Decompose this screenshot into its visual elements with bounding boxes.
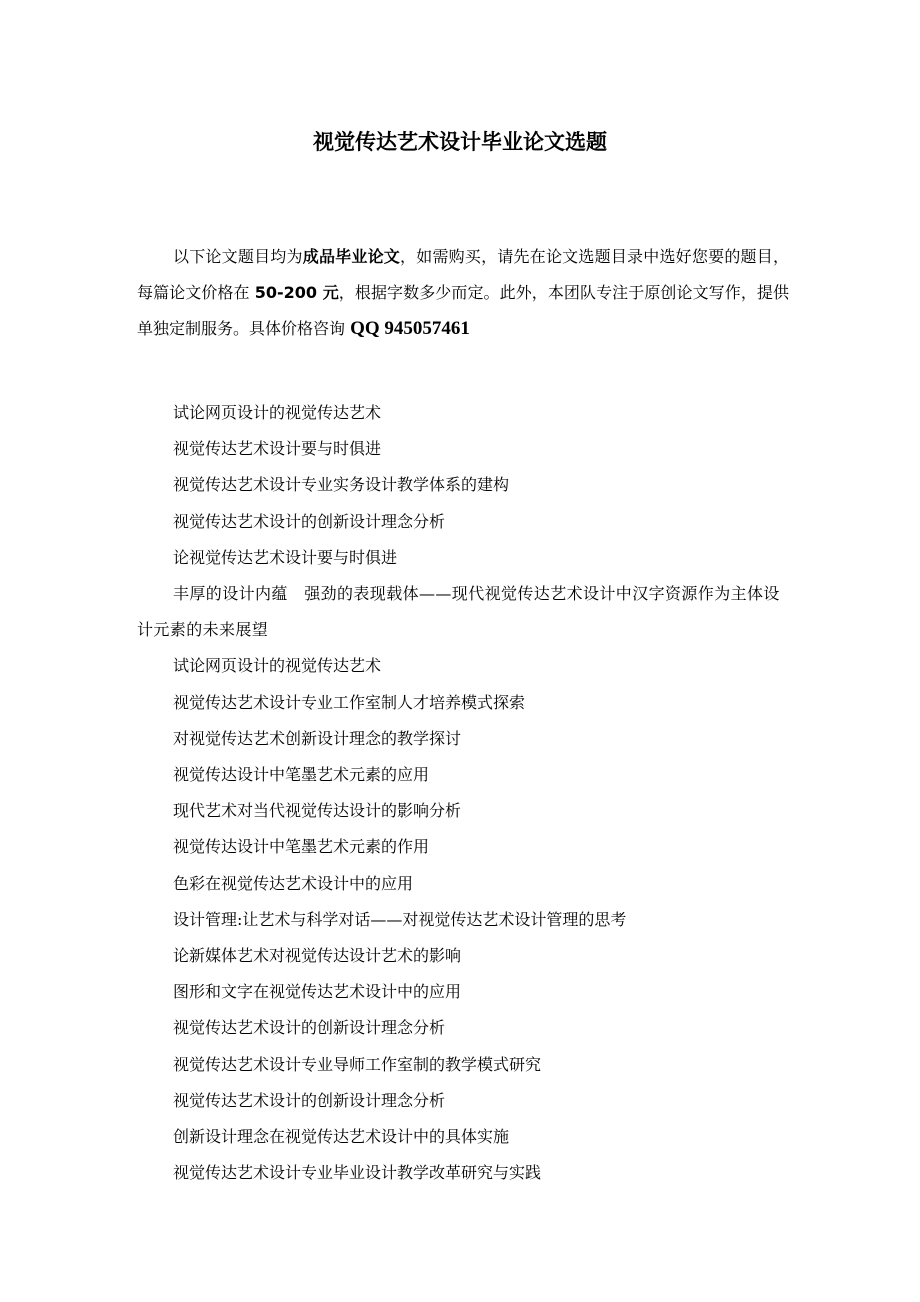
list-item: 设计管理:让艺术与科学对话——对视觉传达艺术设计管理的思考 [173,909,627,929]
list-item: 视觉传达设计中笔墨艺术元素的作用 [173,837,430,857]
qq-contact: QQ 945057461 [350,318,470,339]
list-item: 视觉传达艺术设计的创新设计理念分析 [173,1090,446,1110]
list-item: 视觉传达艺术设计专业导师工作室制的教学模式研究 [173,1054,542,1074]
list-item: 色彩在视觉传达艺术设计中的应用 [173,873,414,893]
list-item: 视觉传达艺术设计的创新设计理念分析 [173,1018,446,1038]
list-item: 视觉传达艺术设计的创新设计理念分析 [173,511,446,531]
intro-text-2: ，如需购买，请先在论文选题目录中选好您要的题目，每篇论文价格在 [137,247,789,302]
list-item: 视觉传达艺术设计要与时俱进 [173,439,382,459]
list-item: 视觉传达设计中笔墨艺术元素的应用 [173,765,430,785]
list-item: 试论网页设计的视觉传达艺术 [173,403,382,422]
price-range: 50-200 [254,283,318,302]
list-item: 试论网页设计的视觉传达艺术 [173,656,382,676]
list-item: 丰厚的设计内蕴 强劲的表现载体——现代视觉传达艺术设计中汉字资源作为主体设计元素的未来展望 [137,584,780,640]
list-item: 对视觉传达艺术创新设计理念的教学探讨 [173,728,462,748]
topic-list [137,395,789,1191]
list-item: 现代艺术对当代视觉传达设计的影响分析 [173,801,462,821]
list-item: 视觉传达艺术设计专业实务设计教学体系的建构 [173,475,510,495]
price-unit: 元 [317,283,339,302]
list-item: 视觉传达艺术设计专业毕业设计教学改革研究与实践 [173,1163,542,1183]
list-item: 图形和文字在视觉传达艺术设计中的应用 [173,982,462,1002]
list-item: 论新媒体艺术对视觉传达设计艺术的影响 [173,946,462,966]
list-item: 视觉传达艺术设计专业工作室制人才培养模式探索 [173,692,526,712]
list-item: 创新设计理念在视觉传达艺术设计中的具体实施 [173,1127,510,1147]
page-title: 视觉传达艺术设计毕业论文选题 [313,130,607,154]
intro-bold-text: 成品毕业论文 [302,247,401,266]
list-item: 论视觉传达艺术设计要与时俱进 [173,547,398,567]
intro-paragraph [137,239,789,347]
intro-text-1: 以下论文题目均为 [173,247,303,266]
intro-text-3: ，根据字数多少而定。此外，本团队专注于原创论文写作，提供单独定制服务。具体价格咨询 [137,283,789,338]
